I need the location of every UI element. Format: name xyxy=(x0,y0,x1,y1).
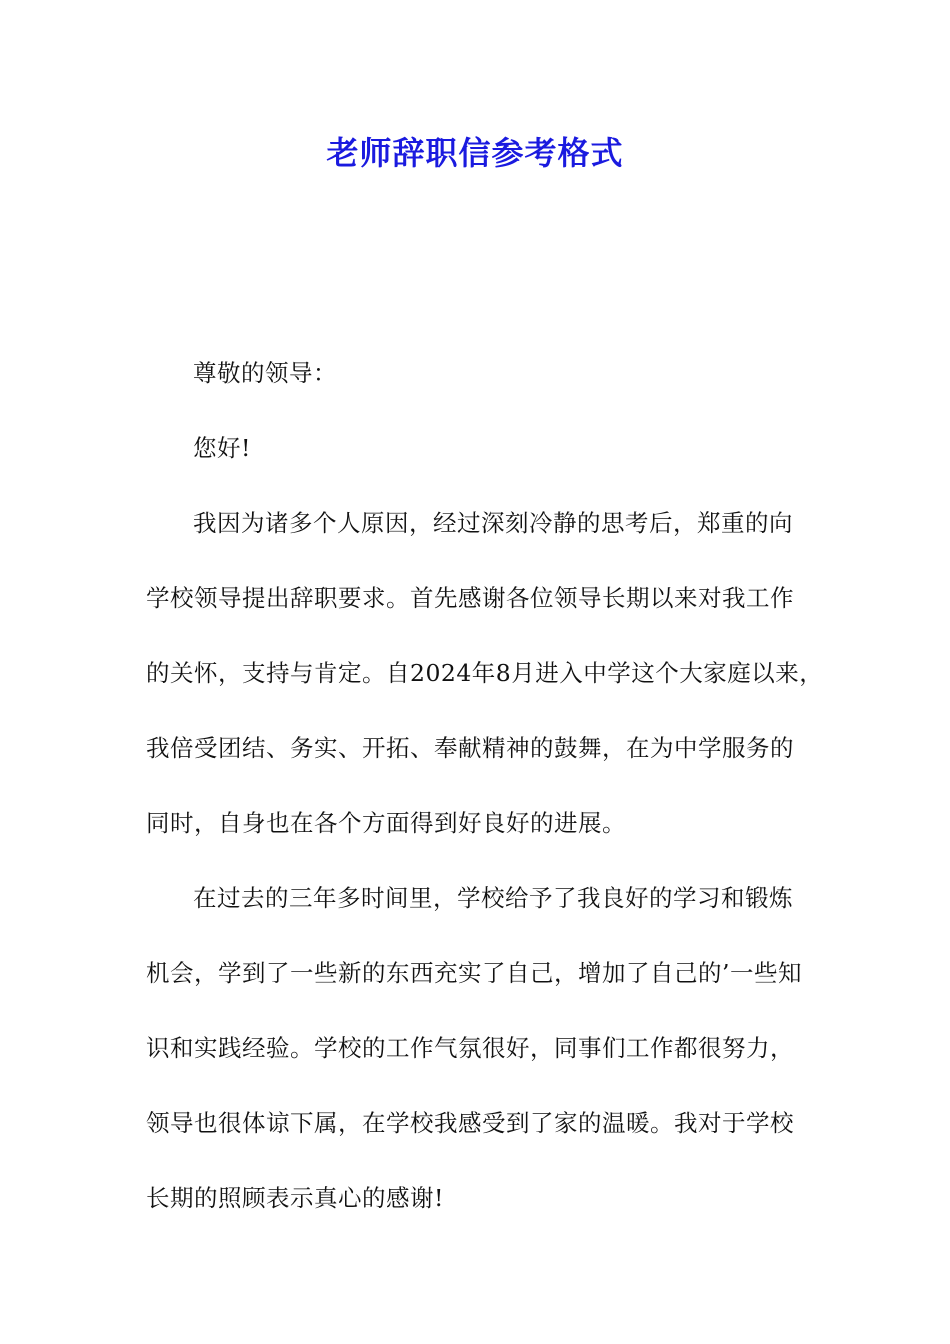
greeting: 您好! xyxy=(193,434,251,462)
paragraph-line: 机会，学到了一些新的东西充实了自己，增加了自己的’一些知 xyxy=(146,959,802,987)
paragraph-line: 学校领导提出辞职要求。首先感谢各位领导长期以来对我工作 xyxy=(146,584,794,612)
letter-body xyxy=(146,336,824,1236)
paragraph-line: 长期的照顾表示真心的感谢! xyxy=(146,1184,444,1212)
paragraph-line: 我因为诸多个人原因，经过深刻冷静的思考后，郑重的向 xyxy=(193,509,793,537)
paragraph-line: 领导也很体谅下属，在学校我感受到了家的温暖。我对于学校 xyxy=(146,1109,794,1137)
paragraph-line: 的关怀，支持与肯定。自2024年8月进入中学这个大家庭以来， xyxy=(146,659,824,687)
salutation: 尊敬的领导： xyxy=(193,359,337,387)
paragraph-line: 我倍受团结、务实、开拓、奉献精神的鼓舞，在为中学服务的 xyxy=(146,734,794,762)
document-title: 老师辞职信参考格式 xyxy=(326,134,624,172)
paragraph-line: 在过去的三年多时间里，学校给予了我良好的学习和锻炼 xyxy=(193,884,793,912)
paragraph-line: 同时，自身也在各个方面得到好良好的进展。 xyxy=(146,809,626,837)
paragraph-line: 识和实践经验。学校的工作气氛很好，同事们工作都很努力， xyxy=(146,1034,794,1062)
